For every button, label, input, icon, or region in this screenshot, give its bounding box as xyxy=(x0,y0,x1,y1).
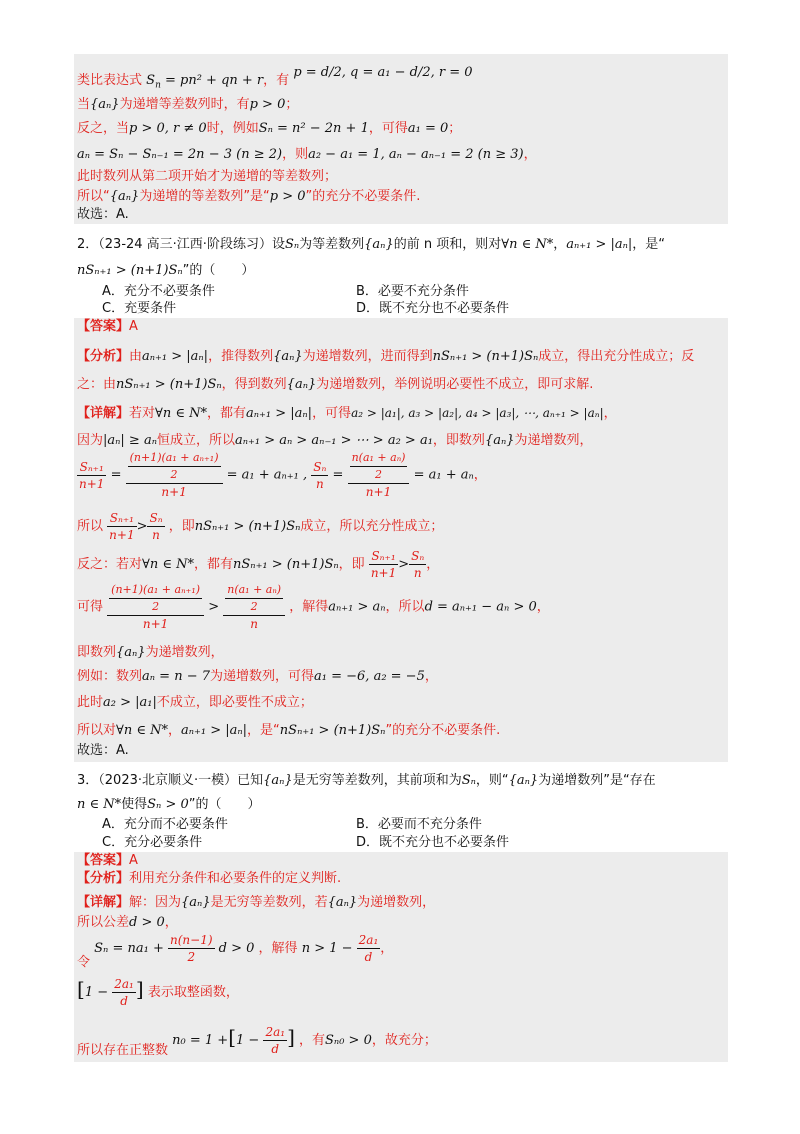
q2-line-1 xyxy=(77,236,665,254)
text: ，可得 xyxy=(312,406,352,421)
formula: ∀n ∈ N* xyxy=(116,723,168,738)
b2-detail-5: 可得 $\frac{\frac{\text{(n+1)(a₁ + aₙ₊₁)}}{2}}{n+1}$ > $\frac{\frac{\text{n(a₁ + aₙ)}}{2}}{n}$ ，解得aₙ₊₁ > aₙ，所以d = aₙ₊₁ − aₙ > 0， xyxy=(77,583,550,631)
formula: aₙ₊₁ > |aₙ| xyxy=(566,237,633,252)
b3-detail-1 xyxy=(77,894,435,912)
text: ，都有 xyxy=(194,557,234,572)
formula: aₙ₊₁ > aₙ xyxy=(328,599,386,615)
numerator xyxy=(223,582,285,616)
fraction xyxy=(348,450,410,500)
text: 类比表达式 xyxy=(77,73,143,88)
formula: {aₙ} xyxy=(90,97,120,112)
b2-detail-10: 故选：A. xyxy=(77,743,129,758)
text: 为递增数列，可得 xyxy=(210,669,315,684)
formula: p > 0 xyxy=(269,189,306,204)
text: 为递增数列， xyxy=(145,645,224,660)
formula: p > 0 xyxy=(249,97,286,112)
text: 令 xyxy=(77,955,91,970)
text: ，有 xyxy=(299,1033,326,1048)
formula: {aₙ} xyxy=(109,189,140,204)
fraction xyxy=(147,510,164,543)
fraction xyxy=(107,510,136,543)
text: 时，例如 xyxy=(206,121,259,136)
text: 反之，当 xyxy=(77,121,130,136)
denominator: d xyxy=(364,950,373,964)
formula: a₁ = 0 xyxy=(407,121,449,136)
text: 为递增的等差数列”是“ xyxy=(139,189,270,204)
text: ，则 xyxy=(282,147,309,162)
formula: {aₙ} xyxy=(364,237,394,252)
formula: nSₙ₊₁ > (n+1)Sₙ xyxy=(279,723,386,738)
analysis-label: 【分析】 xyxy=(77,349,130,364)
text: 所以对 xyxy=(77,723,117,738)
fraction xyxy=(168,932,215,965)
formula: S xyxy=(146,73,156,88)
b2-detail-4 xyxy=(77,548,439,581)
formula: > xyxy=(398,557,410,572)
formula: n ∈ N* xyxy=(77,797,122,812)
denominator: 2 xyxy=(250,600,258,613)
b2-analysis-2 xyxy=(77,376,593,394)
text: ，即 xyxy=(168,519,195,534)
formula: n xyxy=(155,80,161,91)
b3-detail-3 xyxy=(77,932,394,970)
formula: aₙ₊₁ > |aₙ| xyxy=(142,349,209,364)
formula: ∀n ∈ N* xyxy=(155,406,208,421)
formula: Sₙ xyxy=(284,237,300,252)
text: ”的（ ） xyxy=(182,263,255,278)
text: 解：因为 xyxy=(129,895,182,910)
formula: = a₁ + aₙ xyxy=(413,467,474,483)
text: 为递增数列，举例说明必要性不成立，即可求解. xyxy=(316,377,594,392)
numerator xyxy=(348,450,410,484)
text: ，是“ xyxy=(247,723,280,738)
b2-fraction-line-1: $\frac{\text{Sₙ₊₁}}{n+1}$ = $\frac{\frac{\text{(n+1)(a₁ + aₙ₊₁)}}{2}}{n+1}$ = a₁ + aₙ₊₁ , $\frac{\text{Sₙ}}{n}$ = $\frac{\frac{\text{n(a₁ + aₙ)}}{2}}{n+1}$ = a₁ + aₙ， xyxy=(79,451,487,499)
text: 所以公差 xyxy=(77,915,130,930)
denominator: 2 xyxy=(375,468,383,481)
numerator xyxy=(126,450,223,484)
text: ，有 xyxy=(263,73,290,88)
text: 成立，得出充分性成立；反 xyxy=(538,349,695,364)
formula: aₙ₊₁ > |aₙ| xyxy=(246,406,313,421)
formula: = pn² + qn + r xyxy=(160,73,264,88)
text: 的前 n 项和，则对 xyxy=(393,237,502,252)
formula: Sₙ = n² − 2n + 1 xyxy=(258,121,369,136)
text: 此时 xyxy=(77,695,104,710)
formula: aₙ₊₁ > aₙ > aₙ₋₁ > ⋯ > a₂ > a₁ xyxy=(235,433,433,448)
text: 使得 xyxy=(121,797,148,812)
text: 不成立，即必要性不成立； xyxy=(156,695,313,710)
b2-detail-7: 例如：数列aₙ = n − 7为递增数列，可得a₁ = −6, a₂ = −5， xyxy=(77,669,438,684)
text: 为递增数列”是“存在 xyxy=(538,773,656,788)
text: ，推得数列 xyxy=(208,349,274,364)
text: 为递增等差数列时，有 xyxy=(119,97,250,112)
denominator: 2 xyxy=(187,950,196,964)
formula: {aₙ} xyxy=(508,773,539,788)
formula: nSₙ₊₁ > (n+1)Sₙ xyxy=(233,557,339,572)
denominator: n+1 xyxy=(161,485,187,499)
text: ”的充分不必要条件. xyxy=(305,189,421,204)
denominator: n xyxy=(413,566,422,580)
denominator: n+1 xyxy=(79,476,105,491)
b3-answer xyxy=(77,852,138,870)
q2-option-c: C．充要条件 xyxy=(102,301,177,316)
text: 为等差数列 xyxy=(299,237,365,252)
formula: aₙ = Sₙ − Sₙ₋₁ = 2n − 3 (n ≥ 2) xyxy=(77,147,283,162)
formula: d > 0 xyxy=(129,915,165,930)
numerator: n(a₁ + aₙ) xyxy=(350,450,408,467)
text: 若对 xyxy=(129,406,156,421)
q2-option-b: B．必要不充分条件 xyxy=(356,284,469,299)
b2-analysis-1 xyxy=(77,348,694,366)
text: ，是“ xyxy=(632,237,666,252)
b1-line-4: aₙ = Sₙ − Sₙ₋₁ = 2n − 3 (n ≥ 2)，则a₂ − a₁ = 1, aₙ − aₙ₋₁ = 2 (n ≥ 3)， xyxy=(77,147,537,162)
b2-detail-6 xyxy=(77,644,224,662)
text: ，得到数列 xyxy=(221,377,287,392)
numerator: 2a₁ xyxy=(265,1025,286,1039)
text: 恒成立，所以 xyxy=(156,433,235,448)
formula: {aₙ} xyxy=(327,895,358,910)
q2-option-d: D．既不充分也不必要条件 xyxy=(356,301,510,316)
text: 成立，所以充分性成立； xyxy=(300,519,444,534)
text: 可得 xyxy=(77,599,104,615)
text: 为递增数列， xyxy=(514,433,593,448)
text: ， xyxy=(553,237,567,252)
formula: = a₁ + aₙ₊₁ , xyxy=(226,467,308,483)
denominator: n+1 xyxy=(365,485,392,499)
fraction xyxy=(77,459,106,492)
text: ，故充分； xyxy=(371,1033,437,1048)
formula: nSₙ₊₁ > (n+1)Sₙ xyxy=(116,377,222,392)
text: 为递增数列， xyxy=(357,895,436,910)
formula: aₙ = n − 7 xyxy=(142,669,210,684)
text: 所以“ xyxy=(77,189,110,204)
text: ，所以 xyxy=(385,599,425,615)
b3-detail-5: 所以存在正整数 n₀ = 1 +[1 − $\frac{\text{2a₁}}{d}$ ] ，有Sₙ₀ > 0，故充分； xyxy=(77,1025,437,1058)
denominator: n+1 xyxy=(142,617,169,631)
b1-line-6 xyxy=(77,188,420,206)
fraction xyxy=(126,450,223,500)
b2-detail-9 xyxy=(77,722,500,740)
text: 所以存在正整数 xyxy=(77,1043,169,1058)
denominator: n xyxy=(315,476,324,491)
b2-detail-8 xyxy=(77,694,313,712)
formula: n > 1 − xyxy=(301,941,353,956)
answer-label: 【答案】 xyxy=(77,853,130,868)
numerator: Sₙ₊₁ xyxy=(77,459,106,476)
numerator: n(n−1) xyxy=(170,933,213,947)
text: 所以 xyxy=(77,519,104,534)
fraction xyxy=(409,548,426,581)
text: ”的（ ） xyxy=(188,797,261,812)
formula: n₀ = 1 + xyxy=(172,1033,229,1048)
denominator: 2 xyxy=(152,600,160,613)
formula: Sₙ₀ > 0 xyxy=(325,1033,372,1048)
formula: ∀n ∈ N* xyxy=(142,557,194,572)
answer-label: 【答案】 xyxy=(77,319,130,334)
fraction xyxy=(107,582,204,632)
formula: p = d/2, q = a₁ − d/2, r = 0 xyxy=(293,65,473,80)
denominator: n xyxy=(152,528,160,542)
denominator: d xyxy=(271,1042,280,1056)
fraction xyxy=(263,1024,287,1057)
b2-detail-3 xyxy=(77,510,443,543)
q3-option-b: B．必要而不充分条件 xyxy=(356,817,482,832)
fraction xyxy=(311,459,328,492)
formula: nSₙ₊₁ > (n+1)Sₙ xyxy=(432,349,539,364)
formula: {aₙ} xyxy=(181,895,211,910)
text: ， xyxy=(380,941,394,956)
formula: nSₙ₊₁ > (n+1)Sₙ xyxy=(77,263,183,278)
formula: > xyxy=(136,519,148,534)
formula: {aₙ} xyxy=(484,433,515,448)
denominator: d xyxy=(120,994,128,1008)
text: 是无穷等差数列，若 xyxy=(210,895,328,910)
formula: {aₙ} xyxy=(286,377,317,392)
text: ，都有 xyxy=(207,406,247,421)
formula: a₁ = −6, a₂ = −5 xyxy=(314,669,425,684)
text: ，即数列 xyxy=(432,433,485,448)
text: ， xyxy=(168,723,182,738)
formula: 1 − xyxy=(84,985,109,1000)
numerator: 2a₁ xyxy=(358,933,379,947)
numerator: Sₙ₊₁ xyxy=(107,510,136,527)
detail-label: 【详解】 xyxy=(77,406,130,421)
formula: a₂ > |a₁|, a₃ > |a₂|, a₄ > |a₃|, ⋯, aₙ₊₁ > |aₙ| xyxy=(351,406,604,420)
b1-line-7: 故选：A. xyxy=(77,207,129,222)
denominator: n+1 xyxy=(109,528,135,542)
b3-detail-4: [1 − $\frac{\text{2a₁}}{d}$ ] 表示取整函数， xyxy=(77,977,239,1008)
denominator: 2 xyxy=(170,468,178,481)
fraction xyxy=(369,548,398,581)
b1-line-3: 反之，当p > 0, r ≠ 0时，例如Sₙ = n² − 2n + 1，可得a₁ = 0； xyxy=(77,121,462,136)
text: ， xyxy=(426,557,440,572)
formula: {aₙ} xyxy=(273,349,303,364)
numerator: (n+1)(a₁ + aₙ₊₁) xyxy=(128,450,221,467)
text: 表示取整函数， xyxy=(147,985,239,1000)
numerator: (n+1)(a₁ + aₙ₊₁) xyxy=(109,582,202,599)
formula: p > 0, r ≠ 0 xyxy=(129,121,207,136)
q3-option-d: D．既不充分也不必要条件 xyxy=(356,835,510,850)
text: 利用充分条件和必要条件的定义判断. xyxy=(129,871,342,886)
denominator: n xyxy=(250,617,259,631)
numerator: Sₙ₊₁ xyxy=(369,548,398,565)
detail-label: 【详解】 xyxy=(77,895,130,910)
formula: d = aₙ₊₁ − aₙ > 0 xyxy=(424,599,537,615)
text: ，解得 xyxy=(258,941,298,956)
numerator: Sₙ xyxy=(411,549,425,563)
formula: |aₙ| ≥ aₙ xyxy=(103,433,157,448)
q2-option-a: A．充分不必要条件 xyxy=(102,284,215,299)
b1-line-2: 当{aₙ}为递增等差数列时，有p > 0； xyxy=(77,97,299,112)
denominator: n+1 xyxy=(370,566,397,580)
text: ，则“ xyxy=(475,773,509,788)
text: ，即 xyxy=(338,557,365,572)
formula: a₂ − a₁ = 1, aₙ − aₙ₋₁ = 2 (n ≥ 3) xyxy=(308,147,524,162)
numerator: n(a₁ + aₙ) xyxy=(225,582,283,599)
text: ，解得 xyxy=(289,599,329,615)
answer-value: A xyxy=(129,853,138,868)
q3-option-a: A．充分而不必要条件 xyxy=(102,817,228,832)
text: 之：由 xyxy=(77,377,117,392)
text: 当 xyxy=(77,97,91,112)
text: 即数列 xyxy=(77,645,117,660)
answer-value: A xyxy=(129,319,138,334)
b3-detail-2: 所以公差d > 0， xyxy=(77,915,178,930)
text: ， xyxy=(603,406,617,421)
formula: aₙ₊₁ > |aₙ| xyxy=(181,723,248,738)
numerator: 2a₁ xyxy=(114,977,134,991)
q3-line-1 xyxy=(77,772,656,790)
text: 因为 xyxy=(77,433,104,448)
text: ”的充分不必要条件. xyxy=(385,723,501,738)
b3-analysis xyxy=(77,870,341,888)
formula: a₂ > |a₁| xyxy=(103,695,157,710)
b1-line-1 xyxy=(77,65,473,95)
formula: d > 0 xyxy=(218,941,255,956)
formula: Sₙ = na₁ + xyxy=(94,941,164,956)
formula: {aₙ} xyxy=(263,773,293,788)
q3-line-2 xyxy=(77,796,261,814)
numerator: Sₙ xyxy=(149,511,163,525)
b1-line-5: 此时数列从第二项开始才为递增的等差数列； xyxy=(77,169,338,184)
formula: nSₙ₊₁ > (n+1)Sₙ xyxy=(194,519,301,534)
text: 是无穷等差数列，其前项和为 xyxy=(292,773,462,788)
formula: Sₙ xyxy=(461,773,476,788)
analysis-label: 【分析】 xyxy=(77,871,130,886)
q3-option-c: C．充分必要条件 xyxy=(102,835,203,850)
text: 为递增数列，进而得到 xyxy=(302,349,433,364)
fraction xyxy=(112,976,136,1009)
text: 2．（23-24 高三·江西·阶段练习）设 xyxy=(77,237,285,252)
numerator: Sₙ xyxy=(313,459,327,474)
b2-detail-2 xyxy=(77,432,593,450)
b2-answer xyxy=(77,318,138,336)
numerator xyxy=(107,582,204,616)
fraction xyxy=(357,932,381,965)
text: 由 xyxy=(129,349,143,364)
formula: > xyxy=(208,599,220,615)
formula: ∀n ∈ N* xyxy=(501,237,554,252)
b2-detail-1 xyxy=(77,404,617,423)
text: ，可得 xyxy=(368,121,408,136)
q2-line-2 xyxy=(77,262,254,280)
formula: Sₙ > 0 xyxy=(147,797,189,812)
fraction xyxy=(223,582,285,632)
text: 3．（2023·北京顺义·一模）已知 xyxy=(77,773,264,788)
text: 例如：数列 xyxy=(77,669,143,684)
formula: {aₙ} xyxy=(116,645,146,660)
text: 反之：若对 xyxy=(77,557,143,572)
